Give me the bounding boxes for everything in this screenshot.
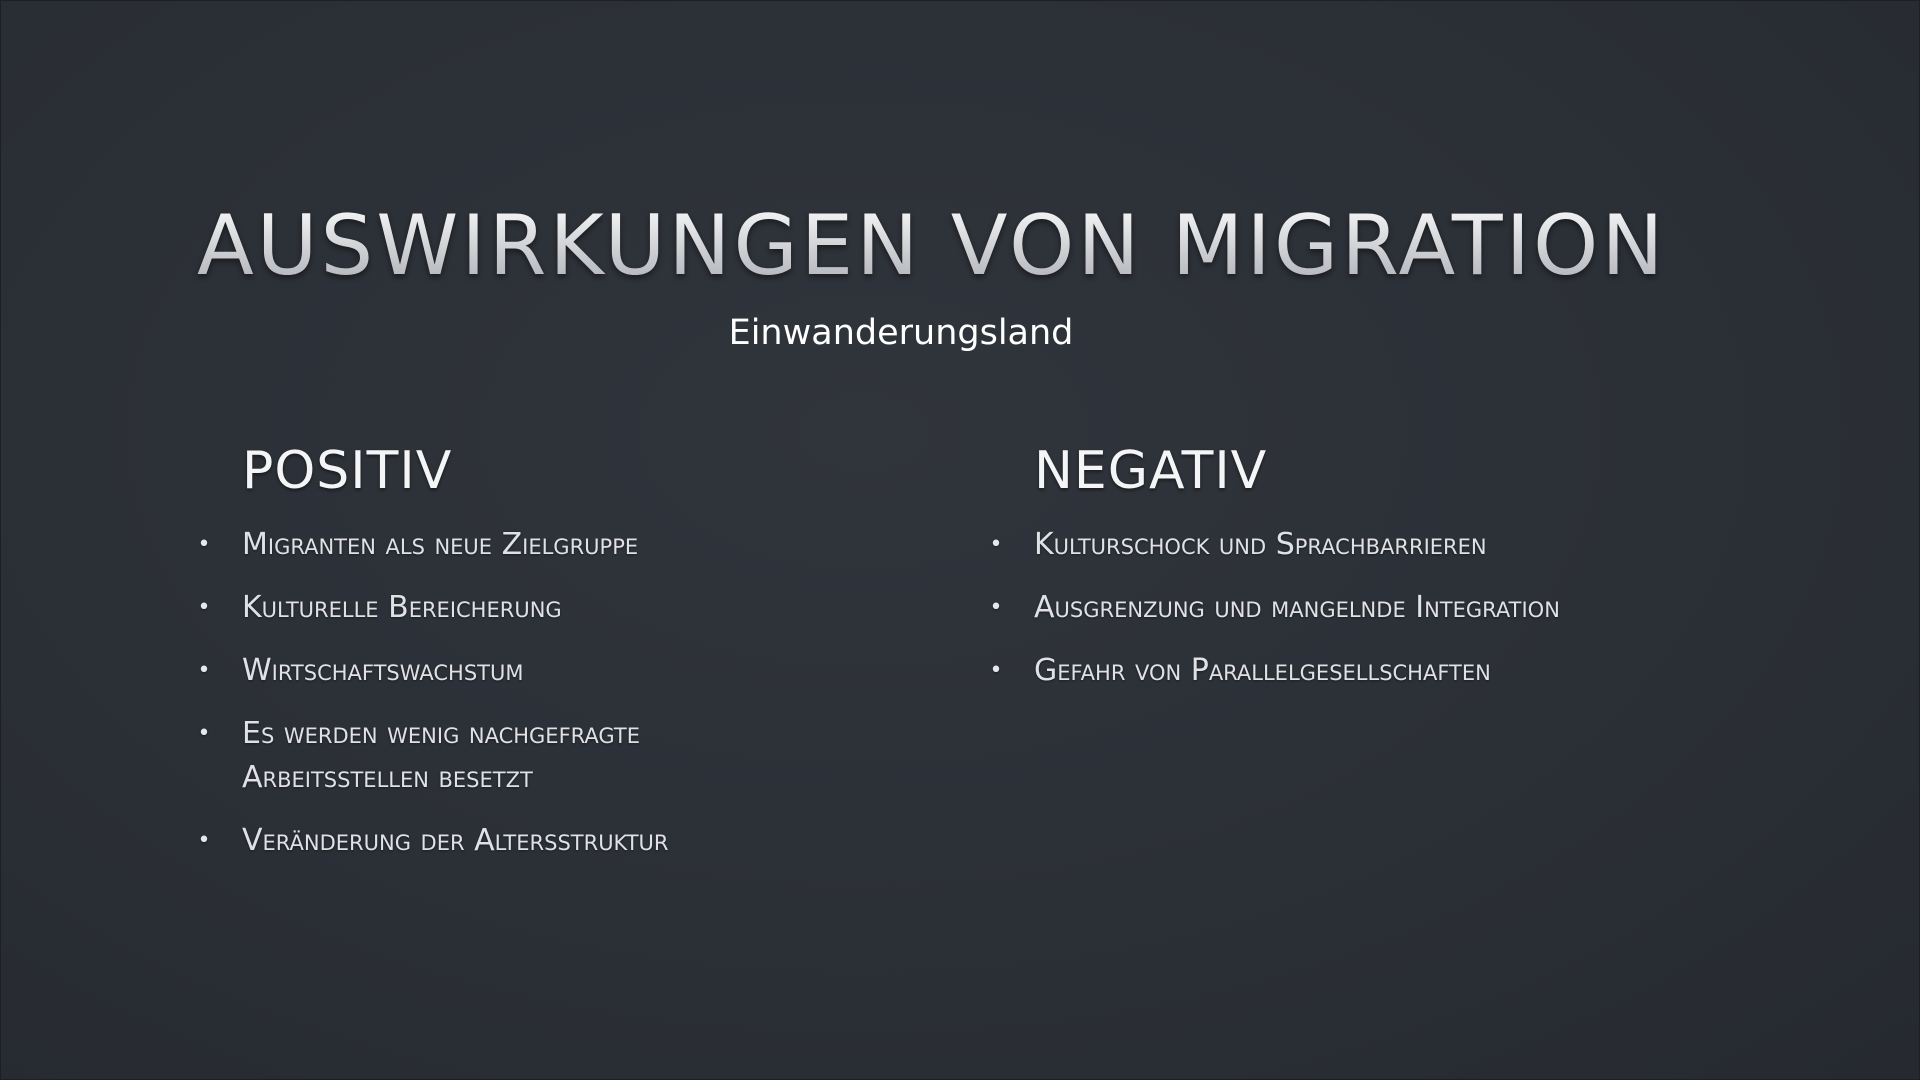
list-item	[196, 819, 802, 863]
slide-title: AUSWIRKUNGEN VON MIGRATION	[197, 197, 1667, 294]
list-item-text: Kulturschock und Sprachbarrieren	[1034, 527, 1487, 562]
list-item	[196, 712, 802, 800]
positive-list	[196, 523, 896, 863]
list-item	[196, 586, 802, 630]
positive-heading: POSITIV	[242, 441, 453, 501]
positive-column	[196, 441, 896, 882]
list-item	[988, 649, 1788, 693]
list-item	[988, 586, 1788, 630]
bullet-icon: •	[197, 532, 211, 557]
list-item	[988, 523, 1788, 567]
list-item-text: Wirtschaftswachstum	[242, 653, 524, 688]
list-item	[196, 649, 802, 693]
bullet-icon: •	[197, 595, 211, 620]
list-item	[196, 523, 802, 567]
list-item-text: Es werden wenig nachgefragte Arbeitsstellen besetzt	[242, 716, 641, 795]
bullet-icon: •	[989, 595, 1003, 620]
list-item-text: Veränderung der Altersstruktur	[242, 823, 669, 858]
bullet-icon: •	[197, 828, 211, 853]
bullet-icon: •	[197, 721, 211, 746]
list-item-text: Migranten als neue Zielgruppe	[242, 527, 639, 562]
bullet-icon: •	[989, 658, 1003, 683]
negative-list	[988, 523, 1788, 693]
slide-subtitle: Einwanderungsland	[728, 313, 1074, 353]
list-item-text: Gefahr von Parallelgesellschaften	[1034, 653, 1491, 688]
list-item-text: Ausgrenzung und mangelnde Integration	[1034, 590, 1560, 625]
negative-heading: NEGATIV	[1034, 441, 1268, 501]
bullet-icon: •	[197, 658, 211, 683]
list-item-text: Kulturelle Bereicherung	[242, 590, 562, 625]
negative-column	[988, 441, 1788, 712]
bullet-icon: •	[989, 532, 1003, 557]
